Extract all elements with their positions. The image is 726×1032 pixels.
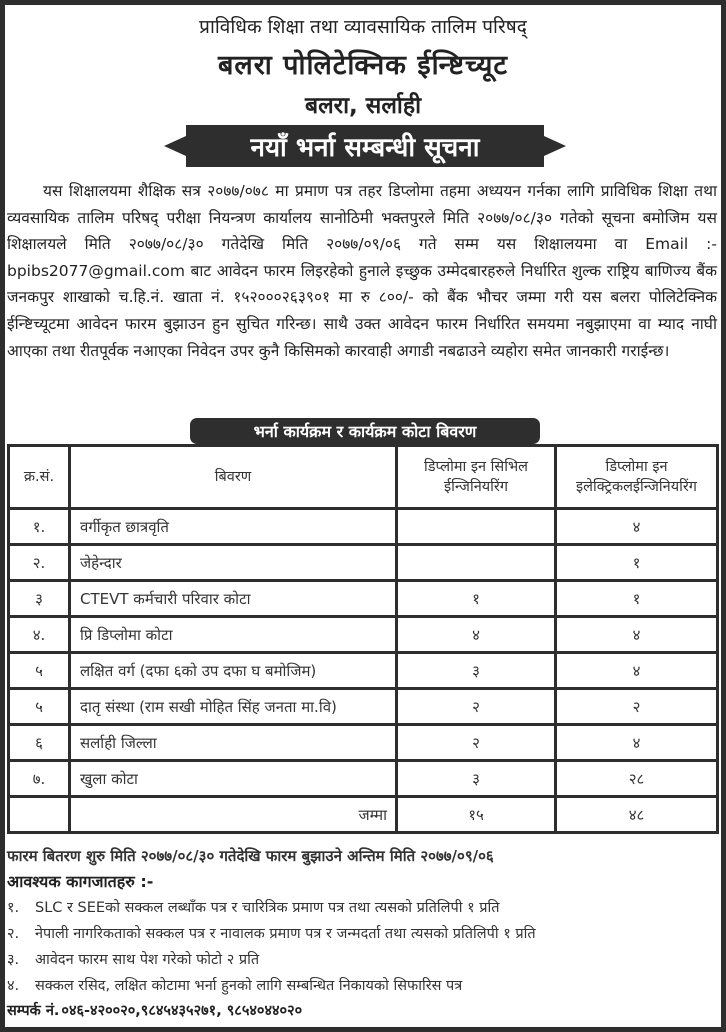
header-description: बिवरण [70, 446, 397, 509]
cell-description: दातृ संस्था (राम सखी मोहित सिंह जनता मा.वि) [70, 689, 397, 725]
total-civil: १५ [397, 797, 556, 833]
table-row [9, 689, 718, 725]
document-number: ४. [7, 978, 20, 994]
cell-civil [397, 509, 556, 545]
document-item [7, 947, 536, 973]
banner-left-point [164, 136, 186, 156]
cell-electrical: १ [556, 581, 718, 617]
cell-civil: ४ [397, 617, 556, 653]
document-item [7, 895, 536, 921]
document-item [7, 921, 536, 947]
table-row [9, 761, 718, 797]
table-total-row [9, 797, 718, 833]
cell-civil: २ [397, 689, 556, 725]
cell-electrical: ४ [556, 725, 718, 761]
cell-description: खुला कोटा [70, 761, 397, 797]
cell-electrical: ४ [556, 509, 718, 545]
documents-list [7, 895, 536, 999]
cell-description: जेहेन्दार [70, 545, 397, 581]
cell-total-blank [9, 797, 70, 833]
table-title: भर्ना कार्यक्रम र कार्यक्रम कोटा बिवरण [253, 422, 477, 441]
table-row [9, 581, 718, 617]
header-civil [397, 446, 556, 509]
document-text: सक्कल रसिद, लक्षित कोटामा भर्ना हुनको लागि सम्बन्धित निकायको सिफारिस पत्र [35, 978, 463, 994]
cell-electrical: २८ [556, 761, 718, 797]
total-label: जम्मा [70, 797, 397, 833]
council-name: प्राविधिक शिक्षा तथा व्यावसायिक तालिम परिषद् [199, 16, 527, 38]
header-civil-line1: डिप्लोमा इन सिभिल [424, 459, 528, 475]
institute-location: बलरा, सर्लाही [304, 93, 422, 119]
cell-description: लक्षित वर्ग (दफा ६को उप दफा घ बमोजिम) [70, 653, 397, 689]
notice-title: नयाँ भर्ना सम्बन्धी सूचना [250, 133, 480, 163]
cell-serial: ६ [9, 725, 70, 761]
document-number: १. [7, 900, 20, 916]
header-serial: क्र.सं. [9, 446, 70, 509]
cell-serial: ५ [9, 653, 70, 689]
cell-civil: २ [397, 725, 556, 761]
header-electrical [556, 446, 718, 509]
document-number: २. [7, 926, 20, 942]
cell-serial: ३ [9, 581, 70, 617]
document-number: ३. [7, 952, 20, 968]
cell-serial: २. [9, 545, 70, 581]
cell-civil: ३ [397, 653, 556, 689]
cell-serial: १. [9, 509, 70, 545]
institute-name: बलरा पोलिटेक्निक ईन्ष्टिच्यूट [218, 50, 508, 81]
cell-electrical: ४ [556, 617, 718, 653]
quota-table [7, 444, 719, 834]
documents-title: आवश्यक कागजातहरु :- [7, 872, 154, 891]
cell-description: CTEVT कर्मचारी परिवार कोटा [70, 581, 397, 617]
notice-paragraph: यस शिक्षालयमा शैक्षिक सत्र २०७७/०७८ मा प्रमाण पत्र तहर डिप्लोमा तहमा अध्ययन गर्नका लागि प्राविधिक शिक्षा तथा व्यवसायिक तालिम परिषद् परीक्षा नियन्त्रण कार्यालय सानोठिमी भक्तपुरले मिति २०७७/०८/३० गतेको सूचना बमोजिम यस शिक्षालयले मिति २०७७/०८/३० गतेदेखि मिति २०७७/०९/०६ गते सम्म यस शिक्षालयमा वा Email :- bpibs2077@gmail.com बाट आवेदन फारम लिइरहेको हुनाले इच्छुक उम्मेदबारहरुले निर्धारित शुल्क राष्ट्रिय बाणिज्य बैंक जनकपुर शाखाको च.हि.नं. खाता नं. १५२०००२६३९०१ मा रु ८००/- को बैंक भौचर जम्मा गरी यस बलरा पोलिटेक्निक ईन्ष्टिच्यूटमा आवेदन फारम बुझाउन हुन सुचित गरिन्छ। साथै उक्त आवेदन फारम निर्धारित समयमा नबुझाएमा वा म्याद नाघी आएका तथा रीतपूर्वक नआएका निवेदन उपर कुनै किसिमको कारवाही अगाडी नबढाउने व्यहोरा समेत जानकारी गराईन्छ। [7, 182, 717, 360]
cell-electrical: २ [556, 689, 718, 725]
header-electrical-line1: डिप्लोमा इन [605, 459, 668, 475]
banner-right-point [544, 136, 566, 156]
table-row [9, 725, 718, 761]
document-item [7, 973, 536, 999]
cell-electrical: ४ [556, 653, 718, 689]
cell-description: प्रि डिप्लोमा कोटा [70, 617, 397, 653]
table-title-banner [190, 418, 540, 444]
total-electrical: ४८ [556, 797, 718, 833]
cell-serial: ५ [9, 689, 70, 725]
notice-page [5, 5, 721, 1027]
document-text: आवेदन फारम साथ पेश गरेको फोटो २ प्रति [35, 952, 260, 968]
cell-description: सर्लाही जिल्ला [70, 725, 397, 761]
header-civil-line2: ईन्जिनियरिंग [443, 479, 509, 495]
notice-title-banner [186, 125, 544, 167]
table-header-row [9, 446, 718, 509]
table-row [9, 653, 718, 689]
cell-civil: ३ [397, 761, 556, 797]
contact-label: सम्पर्क नं. [7, 1003, 60, 1019]
cell-description: वर्गीकृत छात्रवृति [70, 509, 397, 545]
table-row [9, 509, 718, 545]
cell-serial: ४. [9, 617, 70, 653]
document-text: SLC र SEEको सक्कल लब्धाँक पत्र र चारित्रिक प्रमाण पत्र तथा त्यसको प्रतिलिपी १ प्रति [35, 900, 500, 916]
contact-numbers: ०४६-४२००२०,९८४५४३५२७१, ९८५४०४४०२० [61, 1003, 303, 1019]
notice-body [7, 178, 717, 364]
cell-serial: ७. [9, 761, 70, 797]
form-dates: फारम बितरण शुरु मिति २०७७/०८/३० गतेदेखि फारम बुझाउने अन्तिम मिति २०७७/०९/०६ [7, 847, 494, 865]
table-row [9, 545, 718, 581]
cell-civil [397, 545, 556, 581]
header-electrical-line2: इलेक्ट्रिकलईन्जिनियरिंग [576, 479, 697, 495]
table-row [9, 617, 718, 653]
cell-civil: १ [397, 581, 556, 617]
contact-line [7, 999, 302, 1023]
cell-electrical: १ [556, 545, 718, 581]
document-text: नेपाली नागरिकताको सक्कल पत्र र नावालक प्रमाण पत्र र जन्मदर्ता तथा त्यसको प्रतिलिपी १ प्रति [35, 926, 536, 942]
